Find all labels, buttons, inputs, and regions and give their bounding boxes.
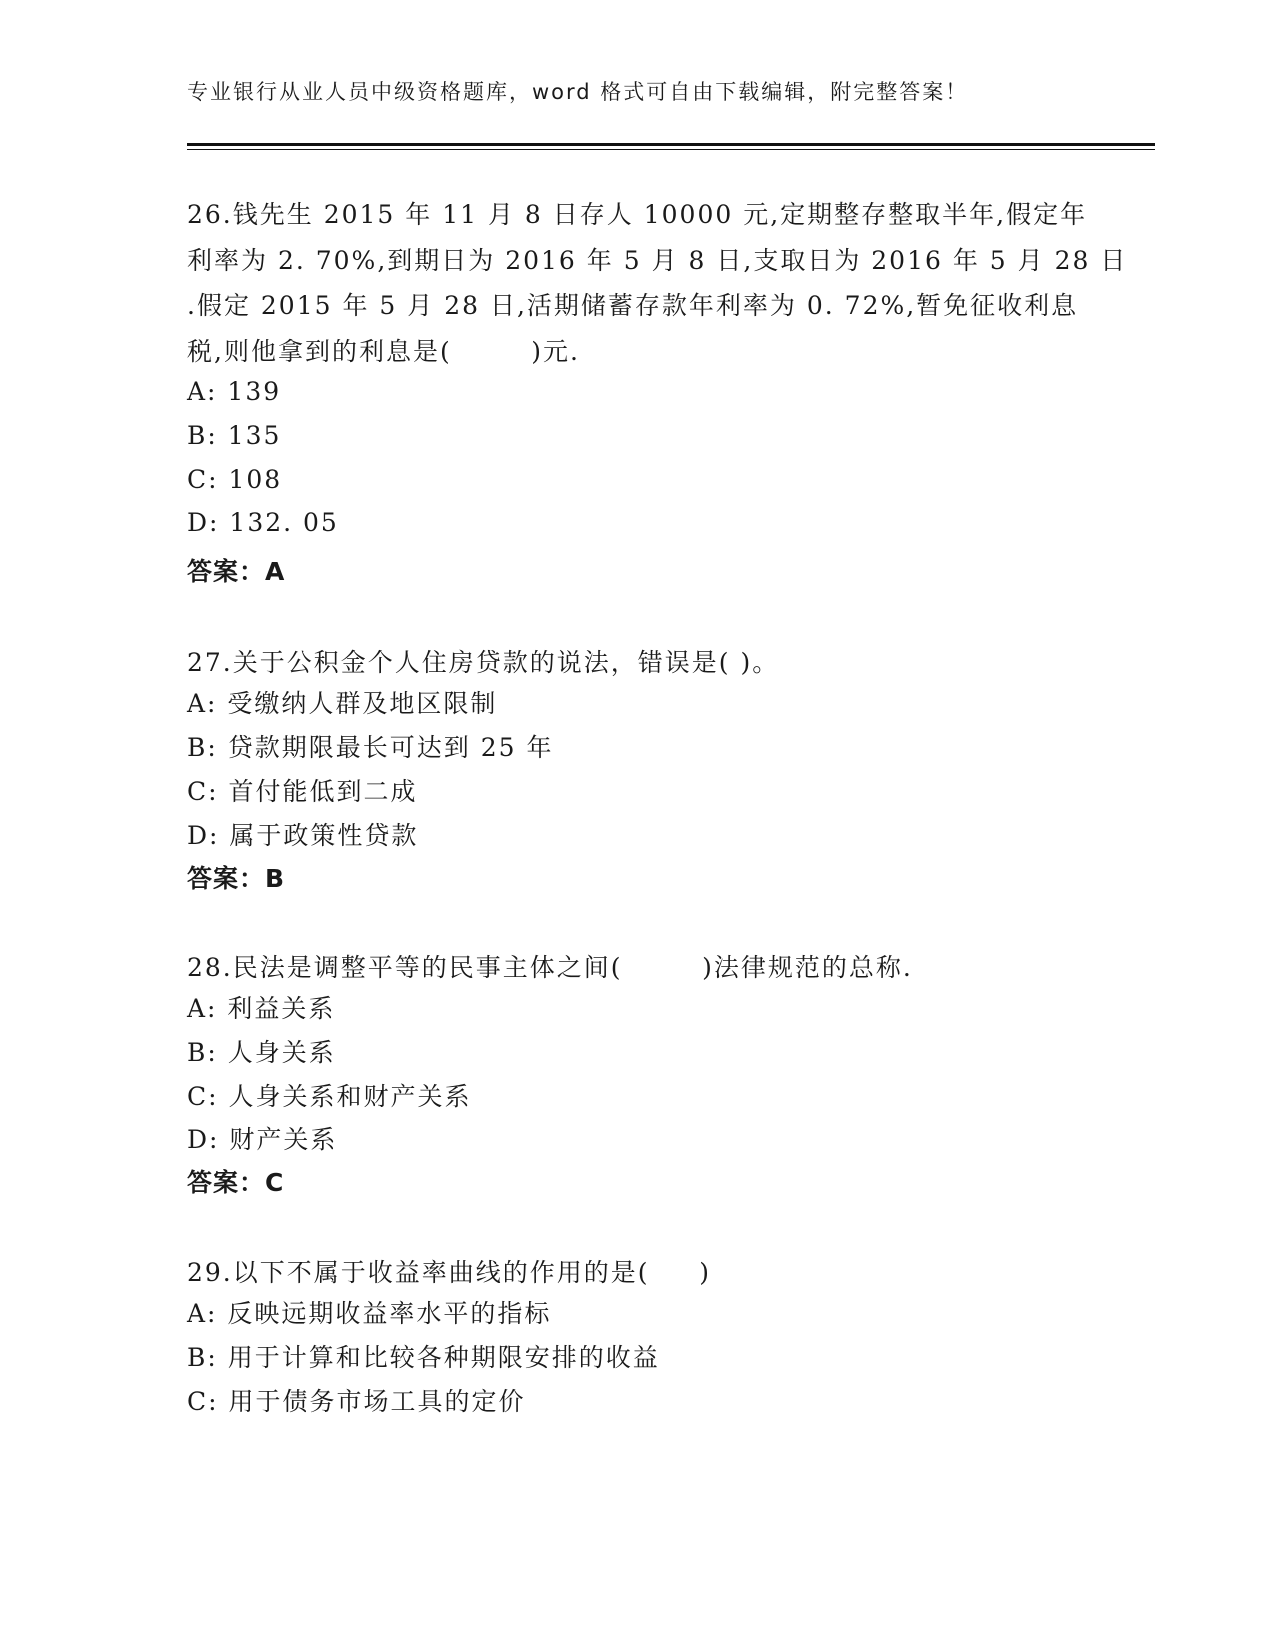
header-title: 专业银行从业人员中级资格题库，word 格式可自由下载编辑，附完整答案！ — [187, 80, 969, 104]
question-28-option-a: A: 利益关系 — [187, 994, 336, 1023]
question-stem-line: 29.以下不属于收益率曲线的作用的是( ) — [187, 1258, 712, 1287]
header-divider — [187, 143, 1155, 146]
question-29-option-c: C: 用于债务市场工具的定价 — [187, 1387, 526, 1416]
header-divider-thin — [187, 149, 1155, 150]
question-29-option-a: A: 反映远期收益率水平的指标 — [187, 1299, 552, 1328]
question-stem-line: .假定 2015 年 5 月 28 日,活期储蓄存款年利率为 0. 72%,暂免征收利息 — [187, 291, 1079, 320]
question-26-stem — [187, 192, 1128, 374]
question-26-option-d: D: 132. 05 — [187, 508, 339, 537]
question-stem-line: 26.钱先生 2015 年 11 月 8 日存人 10000 元,定期整存整取半年,假定年 — [187, 200, 1088, 229]
question-26-answer: 答案：A — [187, 557, 286, 586]
question-29-stem — [187, 1250, 1087, 1296]
question-26-option-c: C: 108 — [187, 465, 283, 494]
question-27-option-d: D: 属于政策性贷款 — [187, 821, 419, 850]
question-28-stem — [187, 945, 1087, 991]
question-stem-line: 税,则他拿到的利息是( )元. — [187, 336, 580, 366]
question-28-option-d: D: 财产关系 — [187, 1125, 338, 1154]
question-27-option-a: A: 受缴纳人群及地区限制 — [187, 689, 498, 718]
question-28-option-b: B: 人身关系 — [187, 1038, 336, 1067]
question-27-option-b: B: 贷款期限最长可达到 25 年 — [187, 733, 554, 762]
question-26-option-b: B: 135 — [187, 421, 282, 450]
question-26-option-a: A: 139 — [187, 377, 282, 406]
question-stem-line: 利率为 2. 70%,到期日为 2016 年 5 月 8 日,支取日为 2016 年 5 月 28 日 — [187, 245, 1128, 275]
question-28-option-c: C: 人身关系和财产关系 — [187, 1082, 472, 1111]
question-27-option-c: C: 首付能低到二成 — [187, 777, 418, 806]
question-28-answer: 答案：C — [187, 1168, 285, 1197]
question-stem-line: 27.关于公积金个人住房贷款的说法，错误是( )。 — [187, 648, 780, 677]
question-29-option-b: B: 用于计算和比较各种期限安排的收益 — [187, 1343, 660, 1372]
question-27-stem — [187, 640, 1087, 686]
question-27-answer: 答案：B — [187, 864, 286, 893]
question-stem-line: 28.民法是调整平等的民事主体之间( )法律规范的总称. — [187, 953, 913, 982]
